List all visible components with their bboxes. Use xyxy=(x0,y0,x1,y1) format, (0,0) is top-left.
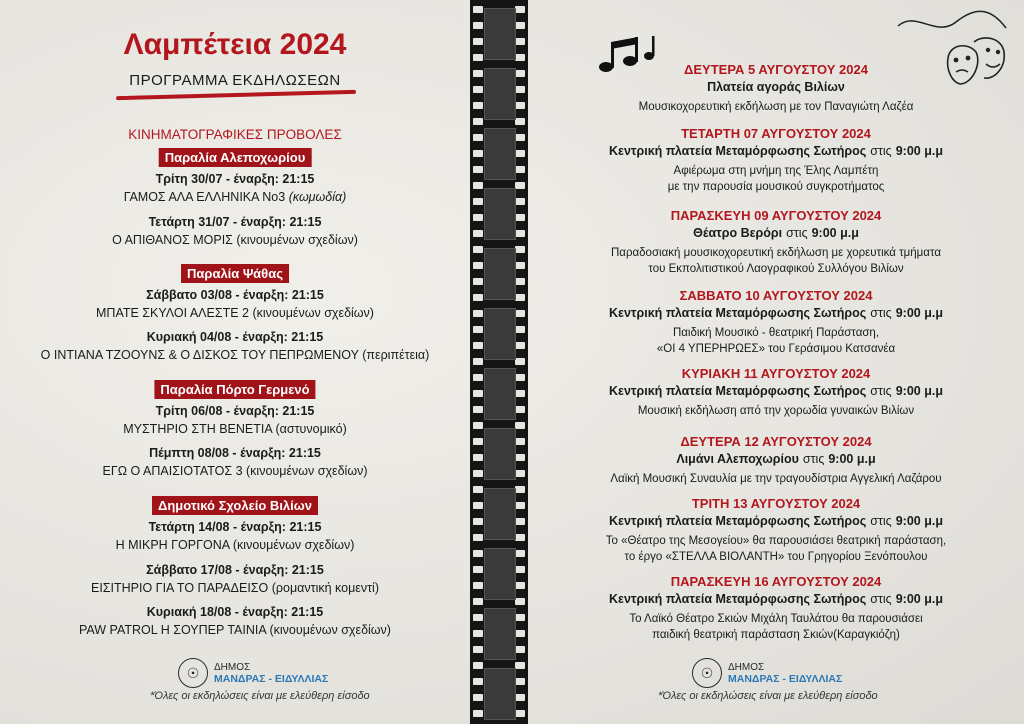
event-date: ΔΕΥΤΕΡΑ 5 ΑΥΓΟΥΣΤΟΥ 2024 xyxy=(684,62,868,77)
screening-date: Τετάρτη 14/08 - έναρξη: 21:15 xyxy=(148,520,322,534)
time-prefix: στις xyxy=(870,144,892,158)
venue-label: Παραλία Πόρτο Γερμενό xyxy=(154,380,315,399)
screening-film xyxy=(0,420,470,438)
film-perforation xyxy=(473,374,483,381)
film-title: ΜΠΑΤΕ ΣΚΥΛΟΙ ΑΛΕΣΤΕ 2 xyxy=(96,306,249,320)
film-frame xyxy=(484,428,516,480)
film-perforation xyxy=(515,582,525,589)
film-title: Η ΜΙΚΡΗ ΓΟΡΓΟΝΑ xyxy=(115,538,230,552)
event-place: Θέατρο Βερόρι xyxy=(693,226,783,240)
description-line: το έργο «ΣΤΕΛΛΑ ΒΙΟΛΑΝΤΗ» του Γρηγορίου Ξενόπουλου xyxy=(624,551,928,563)
film-perforation xyxy=(473,422,483,429)
event-description xyxy=(528,471,1024,487)
event-place: Κεντρική πλατεία Μεταμόρφωσης Σωτήρος xyxy=(609,514,867,528)
film-perforation xyxy=(473,566,483,573)
screening-date: Πέμπτη 08/08 - έναρξη: 21:15 xyxy=(149,446,321,460)
film-frame xyxy=(484,68,516,120)
film-frame xyxy=(484,308,516,360)
screening-film xyxy=(0,231,470,249)
film-perforation xyxy=(515,534,525,541)
film-perforation xyxy=(473,326,483,333)
event-description xyxy=(528,163,1024,195)
film-perforation xyxy=(515,118,525,125)
description-line: Παιδική Μουσικό - θεατρική Παράσταση, xyxy=(672,327,880,339)
free-entry-note: *Όλες οι εκδηλώσεις είναι με ελεύθερη είσοδο xyxy=(658,690,878,702)
logo-line1: ΔΗΜΟΣ xyxy=(214,661,251,673)
municipality-emblem-icon: ☉ xyxy=(692,658,722,688)
film-genre: (κινουμένων σχεδίων) xyxy=(252,306,374,320)
film-title: ΜΥΣΤΗΡΙΟ ΣΤΗ ΒΕΝΕΤΙΑ xyxy=(123,422,273,436)
film-perforation xyxy=(515,198,525,205)
film-perforation xyxy=(473,6,483,13)
film-perforation xyxy=(473,166,483,173)
municipality-logo xyxy=(692,658,842,688)
event-location xyxy=(528,80,1024,94)
description-line: Μουσικοχορευτική εκδήλωση με τον Παναγιώτη Λαζέα xyxy=(638,101,914,113)
screening-date: Τρίτη 30/07 - έναρξη: 21:15 xyxy=(155,172,315,186)
time-prefix: στις xyxy=(870,514,892,528)
film-perforation xyxy=(473,534,483,541)
film-perforation xyxy=(473,294,483,301)
film-perforation xyxy=(515,470,525,477)
film-perforation xyxy=(515,486,525,493)
film-title: ΕΙΣΙΤΗΡΙΟ ΓΙΑ ΤΟ ΠΑΡΑΔΕΙΣΟ xyxy=(91,581,269,595)
event-location xyxy=(528,384,1024,398)
event-date: ΚΥΡΙΑΚΗ 11 ΑΥΓΟΥΣΤΟΥ 2024 xyxy=(681,366,871,381)
event-location xyxy=(528,306,1024,320)
film-perforation xyxy=(515,102,525,109)
film-frame xyxy=(484,488,516,540)
film-perforation xyxy=(473,502,483,509)
event-description xyxy=(528,245,1024,277)
event-time: 9:00 μ.μ xyxy=(895,514,943,528)
poster-subtitle: ΠΡΟΓΡΑΜΜΑ ΕΚΔΗΛΩΣΕΩΝ xyxy=(129,72,341,89)
film-frame xyxy=(484,128,516,180)
film-genre: (κωμωδία) xyxy=(288,190,347,204)
film-title: ΓΑΜΟΣ ΑΛΑ ΕΛΛΗΝΙΚΑ Νο3 xyxy=(123,190,286,204)
film-frame xyxy=(484,368,516,420)
film-perforation xyxy=(515,246,525,253)
film-perforation xyxy=(473,70,483,77)
event-time: 9:00 μ.μ xyxy=(895,144,943,158)
venue-label: Δημοτικό Σχολείο Βιλίων xyxy=(152,496,318,515)
film-perforation xyxy=(473,662,483,669)
screening-film xyxy=(0,346,470,364)
film-perforation xyxy=(515,70,525,77)
municipality-logo xyxy=(178,658,328,688)
event-description xyxy=(528,99,1024,115)
screening-date: Τρίτη 06/08 - έναρξη: 21:15 xyxy=(155,404,315,418)
screening-date: Κυριακή 04/08 - έναρξη: 21:15 xyxy=(146,330,324,344)
event-time: 9:00 μ.μ xyxy=(811,226,859,240)
event-place: Πλατεία αγοράς Βιλίων xyxy=(707,80,845,94)
event-description xyxy=(528,611,1024,643)
film-strip xyxy=(470,0,528,724)
screening-film xyxy=(0,188,470,206)
screening-date: Κυριακή 18/08 - έναρξη: 21:15 xyxy=(146,605,324,619)
film-title: Ο ΑΠΙΘΑΝΟΣ ΜΟΡΙΣ xyxy=(112,233,233,247)
film-perforation xyxy=(473,54,483,61)
film-perforation xyxy=(473,262,483,269)
film-screening xyxy=(0,603,470,639)
film-perforation xyxy=(473,486,483,493)
film-title: ΕΓΩ Ο ΑΠΑΙΣΙΟΤΑΤΟΣ 3 xyxy=(102,464,243,478)
film-screening xyxy=(0,561,470,597)
film-perforation xyxy=(515,550,525,557)
film-perforation xyxy=(515,662,525,669)
event-place: Λιμάνι Αλεποχωρίου xyxy=(676,452,799,466)
film-perforation xyxy=(473,358,483,365)
film-perforation xyxy=(473,118,483,125)
film-screening xyxy=(0,286,470,322)
description-line: παιδική θεατρική παράσταση Σκιών(Καραγκιόζη) xyxy=(652,629,900,641)
film-perforation xyxy=(515,166,525,173)
film-perforation xyxy=(515,406,525,413)
film-perforation xyxy=(473,678,483,685)
film-screening xyxy=(0,402,470,438)
event-time: 9:00 μ.μ xyxy=(895,592,943,606)
film-perforation xyxy=(473,246,483,253)
film-perforation xyxy=(473,630,483,637)
time-prefix: στις xyxy=(870,306,892,320)
film-perforation xyxy=(473,694,483,701)
film-perforation xyxy=(515,310,525,317)
film-perforation xyxy=(473,38,483,45)
logo-line2: ΜΑΝΔΡΑΣ - ΕΙΔΥΛΛΙΑΣ xyxy=(728,672,843,685)
event-description xyxy=(528,325,1024,357)
screening-film xyxy=(0,536,470,554)
screening-date: Σάββατο 03/08 - έναρξη: 21:15 xyxy=(146,288,324,302)
municipality-emblem-icon: ☉ xyxy=(178,658,208,688)
free-entry-note: *Όλες οι εκδηλώσεις είναι με ελεύθερη είσοδο xyxy=(150,690,370,702)
film-perforation xyxy=(515,614,525,621)
film-perforation xyxy=(473,230,483,237)
film-perforation xyxy=(515,646,525,653)
film-perforation xyxy=(473,342,483,349)
event-location xyxy=(528,514,1024,528)
film-perforation xyxy=(473,182,483,189)
screening-film xyxy=(0,621,470,639)
film-genre: (κινουμένων σχεδίων) xyxy=(236,233,358,247)
film-frame xyxy=(484,668,516,720)
film-perforation xyxy=(515,214,525,221)
time-prefix: στις xyxy=(802,452,825,466)
description-line: Το Λαϊκό Θέατρο Σκιών Μιχάλη Ταυλάτου θα παρουσιάσει xyxy=(629,613,923,625)
film-genre: (αστυνομικό) xyxy=(275,422,347,436)
description-line: Μουσική εκδήλωση από την χορωδία γυναικών Βιλίων xyxy=(637,405,915,417)
film-perforation xyxy=(515,294,525,301)
event-place: Κεντρική πλατεία Μεταμόρφωσης Σωτήρος xyxy=(609,144,867,158)
screening-film xyxy=(0,304,470,322)
film-perforation xyxy=(473,582,483,589)
film-frame xyxy=(484,608,516,660)
film-screening xyxy=(0,213,470,249)
film-perforation xyxy=(473,22,483,29)
film-perforation xyxy=(473,438,483,445)
film-perforation xyxy=(515,390,525,397)
film-perforation xyxy=(515,278,525,285)
description-line: του Εκπολιτιστικού Λαογραφικού Συλλόγου Βιλίων xyxy=(648,263,904,275)
film-perforation xyxy=(473,310,483,317)
film-perforation xyxy=(473,102,483,109)
film-perforation xyxy=(473,406,483,413)
event-time: 9:00 μ.μ xyxy=(895,306,943,320)
film-perforation xyxy=(515,134,525,141)
film-screening xyxy=(0,328,470,364)
logo-line2: ΜΑΝΔΡΑΣ - ΕΙΔΥΛΛΙΑΣ xyxy=(214,672,329,685)
event-date: ΤΡΙΤΗ 13 ΑΥΓΟΥΣΤΟΥ 2024 xyxy=(691,496,861,511)
time-prefix: στις xyxy=(870,592,892,606)
film-perforation xyxy=(515,454,525,461)
film-perforation xyxy=(515,438,525,445)
film-frame xyxy=(484,188,516,240)
film-screening xyxy=(0,444,470,480)
event-location xyxy=(528,592,1024,606)
time-prefix: στις xyxy=(870,384,892,398)
film-perforation xyxy=(473,454,483,461)
film-perforation xyxy=(515,150,525,157)
screening-film xyxy=(0,462,470,480)
film-perforation xyxy=(515,694,525,701)
film-perforation xyxy=(515,566,525,573)
right-column xyxy=(528,0,1024,724)
event-date: ΠΑΡΑΣΚΕΥΗ 09 ΑΥΓΟΥΣΤΟΥ 2024 xyxy=(670,208,882,223)
venue-label: Παραλία Ψάθας xyxy=(181,264,289,283)
description-line: Λαϊκή Μουσική Συναυλία με την τραγουδίστρια Αγγελική Λαζάρου xyxy=(610,473,942,485)
event-location xyxy=(528,226,1024,240)
film-perforation xyxy=(515,502,525,509)
film-perforation xyxy=(473,518,483,525)
film-perforation xyxy=(473,86,483,93)
event-location xyxy=(528,452,1024,466)
film-perforation xyxy=(473,198,483,205)
time-prefix: στις xyxy=(786,226,808,240)
screening-date: Σάββατο 17/08 - έναρξη: 21:15 xyxy=(146,563,324,577)
venue-label: Παραλία Αλεποχωρίου xyxy=(159,148,312,167)
description-line: Παραδοσιακή μουσικοχορευτική εκδήλωση με χορευτικά τμήματα xyxy=(611,247,941,259)
film-frame xyxy=(484,548,516,600)
description-line: Το «Θέατρο της Μεσογείου» θα παρουσιάσει θεατρική παράσταση, xyxy=(605,535,947,547)
film-perforation xyxy=(473,214,483,221)
film-perforation xyxy=(473,470,483,477)
event-date: ΣΑΒΒΑΤΟ 10 ΑΥΓΟΥΣΤΟΥ 2024 xyxy=(679,288,873,303)
event-place: Κεντρική πλατεία Μεταμόρφωσης Σωτήρος xyxy=(609,384,867,398)
film-perforation xyxy=(515,630,525,637)
description-line: Αφιέρωμα στη μνήμη της Έλης Λαμπέτη xyxy=(673,165,879,177)
film-perforation xyxy=(515,54,525,61)
event-description xyxy=(528,403,1024,419)
film-title: Ο ΙΝΤΙΑΝΑ ΤΖΟΟΥΝΣ & Ο ΔΙΣΚΟΣ ΤΟΥ ΠΕΠΡΩΜΕΝΟΥ xyxy=(40,348,359,362)
film-screening xyxy=(0,170,470,206)
screening-date: Τετάρτη 31/07 - έναρξη: 21:15 xyxy=(148,215,322,229)
film-perforation xyxy=(515,86,525,93)
film-perforation xyxy=(515,710,525,717)
logo-line1: ΔΗΜΟΣ xyxy=(728,661,765,673)
event-place: Κεντρική πλατεία Μεταμόρφωσης Σωτήρος xyxy=(609,592,867,606)
film-perforation xyxy=(473,550,483,557)
film-screening xyxy=(0,518,470,554)
poster-title: Λαμπέτεια 2024 xyxy=(123,28,347,61)
film-genre: (ρομαντική κομεντί) xyxy=(271,581,379,595)
film-perforation xyxy=(473,614,483,621)
film-perforation xyxy=(473,134,483,141)
cinema-section-heading: ΚΙΝΗΜΑΤΟΓΡΑΦΙΚΕΣ ΠΡΟΒΟΛΕΣ xyxy=(128,127,342,142)
event-time: 9:00 μ.μ xyxy=(895,384,943,398)
film-perforation xyxy=(515,22,525,29)
film-perforation xyxy=(515,374,525,381)
film-perforation xyxy=(515,598,525,605)
event-description xyxy=(528,533,1024,565)
title-underline xyxy=(116,90,356,100)
film-genre: (κινουμένων σχεδίων) xyxy=(246,464,368,478)
event-location xyxy=(528,144,1024,158)
film-perforation xyxy=(515,262,525,269)
film-genre: (κινουμένων σχεδίων) xyxy=(269,623,391,637)
film-genre: (κινουμένων σχεδίων) xyxy=(232,538,355,552)
film-perforation xyxy=(515,678,525,685)
event-time: 9:00 μ.μ xyxy=(828,452,876,466)
film-perforation xyxy=(515,182,525,189)
screening-film xyxy=(0,579,470,597)
film-perforation xyxy=(473,278,483,285)
film-frame xyxy=(484,8,516,60)
film-perforation xyxy=(515,6,525,13)
film-perforation xyxy=(473,710,483,717)
film-genre: (περιπέτεια) xyxy=(362,348,430,362)
event-date: ΠΑΡΑΣΚΕΥΗ 16 ΑΥΓΟΥΣΤΟΥ 2024 xyxy=(670,574,882,589)
film-perforation xyxy=(515,358,525,365)
film-perforation xyxy=(515,38,525,45)
film-frame xyxy=(484,248,516,300)
film-perforation xyxy=(515,342,525,349)
film-perforation xyxy=(515,422,525,429)
film-perforation xyxy=(473,646,483,653)
film-title: PAW PATROL Η ΣΟΥΠΕΡ ΤΑΙΝΙΑ xyxy=(79,623,266,637)
film-perforation xyxy=(473,598,483,605)
film-perforation xyxy=(515,230,525,237)
film-perforation xyxy=(473,150,483,157)
left-column xyxy=(0,0,470,724)
film-perforation xyxy=(515,326,525,333)
film-perforation xyxy=(473,390,483,397)
event-date: ΔΕΥΤΕΡΑ 12 ΑΥΓΟΥΣΤΟΥ 2024 xyxy=(680,434,872,449)
event-place: Κεντρική πλατεία Μεταμόρφωσης Σωτήρος xyxy=(609,306,867,320)
film-perforation xyxy=(515,518,525,525)
description-line: με την παρουσία μουσικού συγκροτήματος xyxy=(667,181,885,193)
description-line: «ΟΙ 4 ΥΠΕΡΗΡΩΕΣ» του Γεράσιμου Κατσανέα xyxy=(656,343,896,355)
event-date: ΤΕΤΑΡΤΗ 07 ΑΥΓΟΥΣΤΟΥ 2024 xyxy=(681,126,871,141)
